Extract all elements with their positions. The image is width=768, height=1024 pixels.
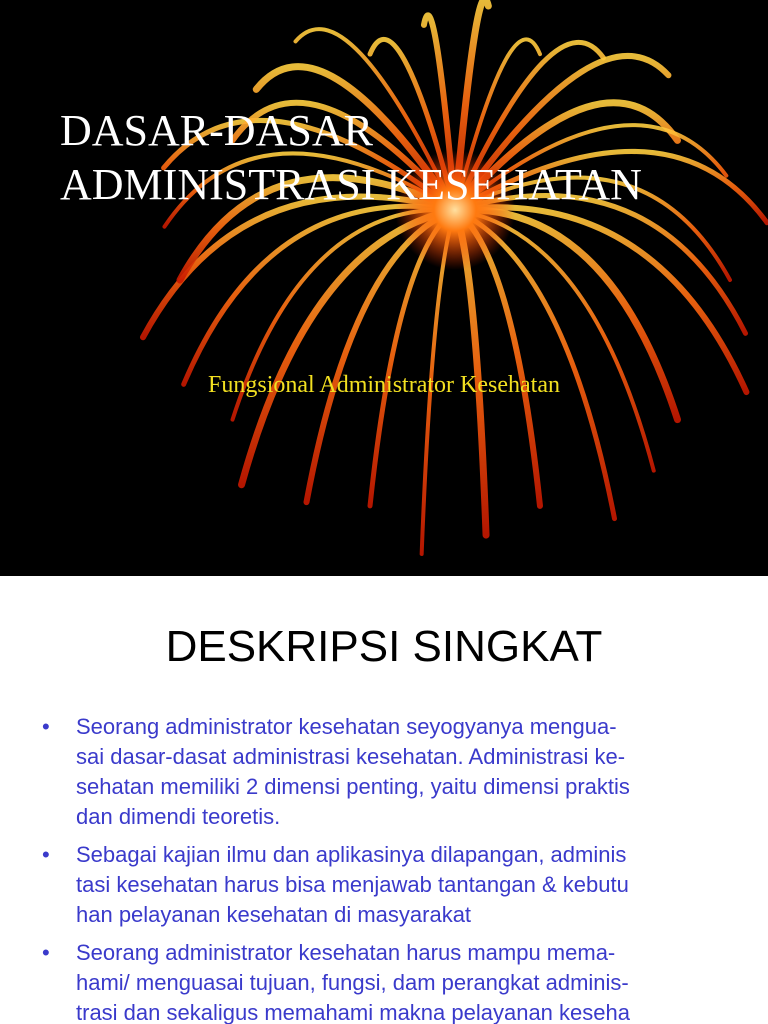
bullet-line: Sebagai kajian ilmu dan aplikasinya dilapangan, adminis	[76, 842, 627, 867]
orange-strands	[143, 0, 767, 554]
bullet-line: dan dimendi teoretis.	[76, 804, 281, 829]
slide-subtitle: Fungsional Administrator Kesehatan	[208, 372, 560, 398]
bullet-line: Seorang administrator kesehatan harus mampu mema-	[76, 940, 616, 965]
title-line-2: ADMINISTRASI KESEHATAN	[60, 160, 642, 209]
slide-title	[60, 104, 740, 212]
bullet-line: tasi kesehatan harus bisa menjawab tantangan & kebutu	[76, 872, 629, 897]
bullet-line: trasi dan sekaligus memahami makna pelayanan keseha	[76, 1000, 630, 1024]
slide-heading: DESKRIPSI SINGKAT	[165, 622, 603, 671]
bullet-line: sehatan memiliki 2 dimensi penting, yaitu dimensi praktis	[76, 774, 630, 799]
bullet-line: hami/ menguasai tujuan, fungsi, dam perangkat adminis-	[76, 970, 629, 995]
bullet-item	[42, 938, 742, 1024]
bullet-icon: •	[42, 842, 50, 867]
bullet-list	[42, 712, 742, 1024]
bullet-line: han pelayanan kesehatan di masyarakat	[76, 902, 472, 927]
bullet-icon: •	[42, 940, 50, 965]
bullet-item	[42, 840, 742, 930]
bullet-icon: •	[42, 714, 50, 739]
bullet-line: sai dasar-dasat administrasi kesehatan. Administrasi ke-	[76, 744, 626, 769]
title-line-1: DASAR-DASAR	[60, 106, 373, 155]
description-slide	[0, 582, 768, 1024]
bullet-item	[42, 712, 742, 832]
bullet-line: Seorang administrator kesehatan seyogyanya mengua-	[76, 714, 617, 739]
